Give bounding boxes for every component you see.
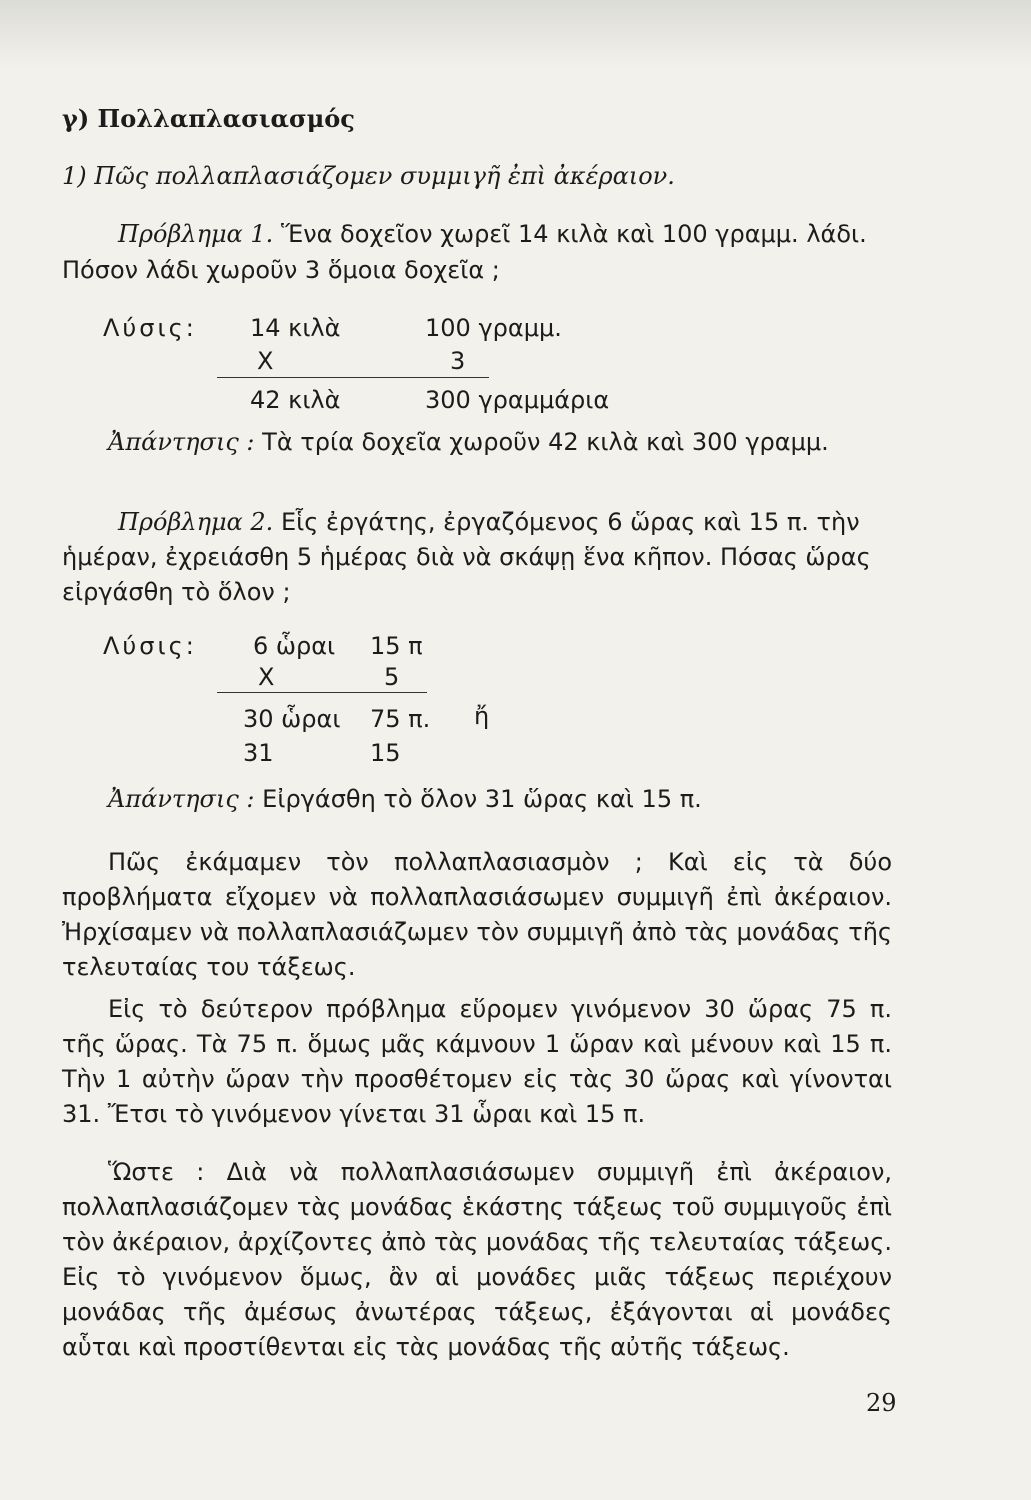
explanation-p2: Εἰς τὸ δεύτερον πρόβλημα εὕρομεν γινόμενον 30 ὥρας 75 π. τῆς ὥρας. Τὰ 75 π. ὅμως μᾶς κάμνουν 1 ὥραν καὶ μένουν καὶ 15 π. Τὴν 1 αὐτὴν ὥραν τὴν προσθέτομεν εἰς τὰς 30 ὥρας καὶ γίνονται 31. Ἔτσι τὸ γινόμενον γίνεται 31 ὧραι καὶ 15 π.: [62, 995, 892, 1128]
problem2-label: Πρόβλημα 2.: [118, 508, 274, 536]
problem1-answer-line: [108, 426, 829, 458]
page-top-shadow: [0, 0, 1031, 70]
problem2-text-3: εἰργάσθη τὸ ὅλον ;: [62, 578, 291, 606]
problem1-answer-label: Ἀπάντησις :: [108, 428, 255, 456]
problem1-row3-a: 42 κιλὰ: [250, 386, 341, 414]
problem1-row3-b: 300 γραμμάρια: [425, 386, 610, 414]
problem2-sum-rule: [217, 692, 427, 693]
problem2-solution-label: Λύσις:: [103, 632, 197, 660]
problem2-answer-line: [108, 783, 702, 815]
problem1-text-1: Ἕνα δοχεῖον χωρεῖ 14 κιλὰ καὶ 100 γραμμ. λάδι.: [280, 220, 867, 248]
problem2-answer: Εἰργάσθη τὸ ὅλον 31 ὥρας καὶ 15 π.: [262, 785, 702, 813]
problem2-statement-line1: [118, 506, 860, 538]
problem2-text-2: ἡμέραν, ἐχρειάσθη 5 ἡμέρας διὰ νὰ σκάψῃ ἕνα κῆπον. Πόσας ὥρας: [62, 543, 871, 571]
problem2-row2-a: Χ: [258, 663, 275, 691]
problem1-row1-b: 100 γραμμ.: [425, 314, 562, 342]
problem2-row4-a: 31: [243, 739, 274, 767]
problem2-row4-b: 15: [370, 739, 401, 767]
explanation-paragraph-1: [62, 845, 892, 985]
problem1-text-2: Πόσον λάδι χωροῦν 3 ὅμοια δοχεῖα ;: [62, 256, 500, 284]
section-subtitle: 1) Πῶς πολλαπλασιάζομεν συμμιγῆ ἐπὶ ἀκέραιον.: [62, 162, 675, 190]
problem2-row3-a: 30 ὧραι: [243, 705, 341, 733]
problem1-row1-a: 14 κιλὰ: [250, 314, 341, 342]
problem1-sum-rule: [217, 377, 489, 378]
problem2-row2-b: 5: [384, 663, 400, 691]
problem1-label: Πρόβλημα 1.: [118, 220, 274, 248]
problem1-answer: Τὰ τρία δοχεῖα χωροῦν 42 κιλὰ καὶ 300 γραμμ.: [262, 428, 829, 456]
problem2-row1-b: 15 π: [370, 632, 423, 660]
problem2-row3-or: ἤ: [474, 702, 490, 730]
explanation-p1: Πῶς ἐκάμαμεν τὸν πολλαπλασιασμὸν ; Καὶ εἰς τὰ δύο προβλήματα εἴχομεν νὰ πολλαπλασιάσωμεν συμμιγῆ ἐπὶ ἀκέραιον. Ἠρχίσαμεν νὰ πολλαπλασιάζωμεν τὸν συμμιγῆ ἀπὸ τὰς μονάδας τῆς τελευταίας του τάξεως.: [62, 848, 892, 981]
explanation-p3: Ὥστε : Διὰ νὰ πολλαπλασιάσωμεν συμμιγῆ ἐπὶ ἀκέραιον, πολλαπλασιάζομεν τὰς μονάδας ἑκάστης τάξεως τοῦ συμμιγοῦς ἐπὶ τὸν ἀκέραιον, ἀρχίζοντες ἀπὸ τὰς μονάδας τῆς τελευταίας τάξεως. Εἰς τὸ γινόμενον ὅμως, ἂν αἱ μονάδες μιᾶς τάξεως περιέχουν μονάδας τῆς ἀμέσως ἀνωτέρας τάξεως, ἐξάγονται αἱ μονάδες αὗται καὶ προστίθενται εἰς τὰς μονάδας τῆς αὐτῆς τάξεως.: [62, 1158, 892, 1361]
explanation-paragraph-3: [62, 1155, 892, 1365]
problem2-text-1: Εἷς ἐργάτης, ἐργαζόμενος 6 ὥρας καὶ 15 π. τὴν: [280, 508, 860, 536]
page-number: 29: [866, 1389, 897, 1417]
section-title: γ) Πολλαπλασιασμός: [62, 104, 355, 133]
problem1-row2-b: 3: [450, 347, 466, 375]
problem2-row3-b: 75 π.: [370, 705, 431, 733]
explanation-paragraph-2: [62, 992, 892, 1132]
problem1-statement-line1: [118, 218, 867, 250]
problem2-row1-a: 6 ὧραι: [253, 632, 336, 660]
problem1-solution-label: Λύσις:: [103, 314, 197, 342]
problem1-row2-a: Χ: [257, 347, 274, 375]
problem2-answer-label: Ἀπάντησις :: [108, 785, 255, 813]
